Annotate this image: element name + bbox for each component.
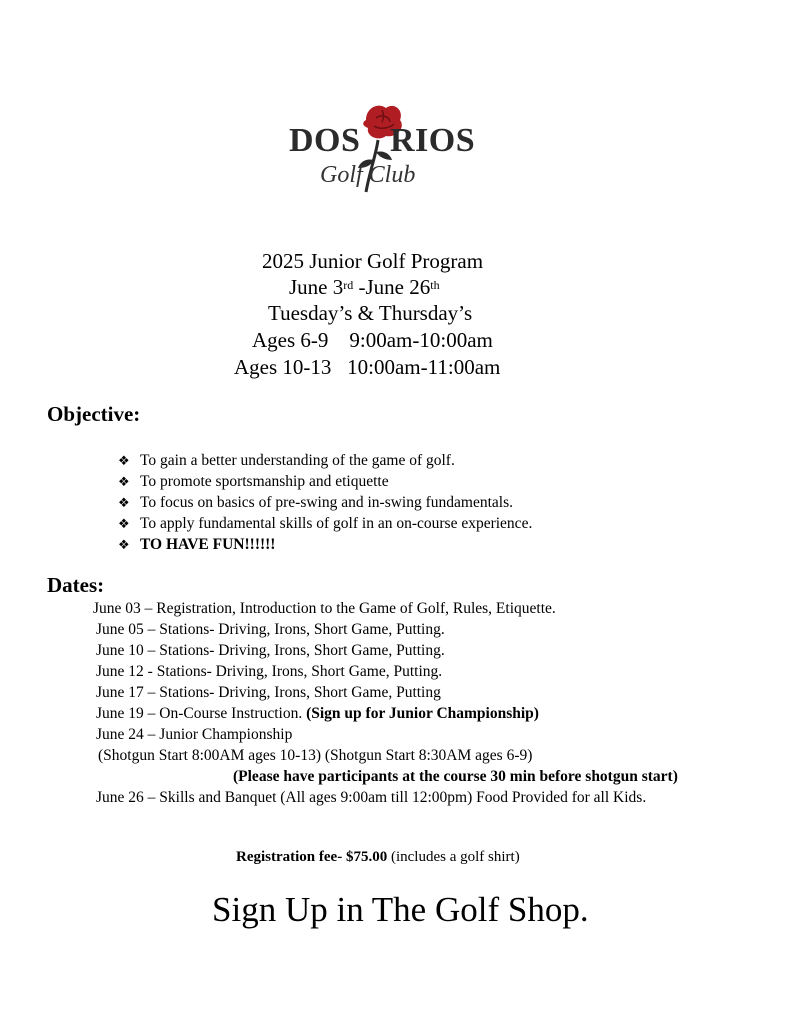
date-line: (Shotgun Start 8:00AM ages 10-13) (Shotgun Start 8:30AM ages 6-9) xyxy=(98,747,533,764)
date-end: -June 26 xyxy=(353,275,431,299)
date-line-note: (Please have participants at the course 30 min before shotgun start) xyxy=(233,768,678,785)
list-item xyxy=(118,471,532,492)
fee-note: (includes a golf shirt) xyxy=(387,849,520,865)
list-item xyxy=(118,492,532,513)
date-line xyxy=(96,703,539,724)
objective-heading: Objective: xyxy=(47,402,141,426)
logo-subtitle: Golf Club xyxy=(320,162,416,188)
dos-rios-logo xyxy=(286,100,486,200)
diamond-bullet-icon: ❖ xyxy=(118,475,130,490)
program-days: Tuesday’s & Thursday’s xyxy=(268,301,473,325)
list-item xyxy=(118,513,532,534)
ages-group-1: Ages 6-9 9:00am-10:00am xyxy=(252,328,493,352)
objective-text: TO HAVE FUN!!!!!! xyxy=(140,536,276,553)
fee-label: Registration fee- $75.00 xyxy=(236,849,388,865)
diamond-bullet-icon: ❖ xyxy=(118,538,130,553)
objective-text: To apply fundamental skills of golf in an on-course experience. xyxy=(140,515,533,532)
date-line-text: June 19 – On-Course Instruction. xyxy=(96,705,307,722)
date-end-suffix: th xyxy=(430,278,440,292)
dates-heading: Dates: xyxy=(47,573,105,597)
date-line: June 26 – Skills and Banquet (All ages 9:00am till 12:00pm) Food Provided for all Kids. xyxy=(96,789,647,806)
date-start: June 3 xyxy=(289,275,344,299)
date-line: June 24 – Junior Championship xyxy=(96,726,293,743)
program-dates xyxy=(289,274,440,300)
diamond-bullet-icon: ❖ xyxy=(118,517,130,532)
list-item xyxy=(118,450,532,471)
objective-text: To promote sportsmanship and etiquette xyxy=(140,473,389,490)
signup-callout: Sign Up in The Golf Shop. xyxy=(212,890,589,929)
date-line: June 10 – Stations- Driving, Irons, Short Game, Putting. xyxy=(96,642,445,659)
diamond-bullet-icon: ❖ xyxy=(118,454,130,469)
date-line: June 05 – Stations- Driving, Irons, Short Game, Putting. xyxy=(96,621,445,638)
logo-word-dos: DOS xyxy=(289,122,361,159)
program-title: 2025 Junior Golf Program xyxy=(262,249,484,273)
date-line: June 12 - Stations- Driving, Irons, Short Game, Putting. xyxy=(96,663,443,680)
ages-group-2: Ages 10-13 10:00am-11:00am xyxy=(234,355,501,379)
objective-text: To focus on basics of pre-swing and in-swing fundamentals. xyxy=(140,494,513,511)
registration-fee xyxy=(236,849,520,866)
date-line: June 03 – Registration, Introduction to the Game of Golf, Rules, Etiquette. xyxy=(93,600,556,617)
date-start-suffix: rd xyxy=(343,278,354,292)
diamond-bullet-icon: ❖ xyxy=(118,496,130,511)
date-line: June 17 – Stations- Driving, Irons, Short Game, Putting xyxy=(96,684,441,701)
date-line-bold: (Sign up for Junior Championship) xyxy=(306,705,539,722)
objective-text: To gain a better understanding of the game of golf. xyxy=(140,452,455,469)
objective-list xyxy=(118,450,532,555)
logo-word-rios: RIOS xyxy=(390,122,476,159)
list-item xyxy=(118,534,532,555)
